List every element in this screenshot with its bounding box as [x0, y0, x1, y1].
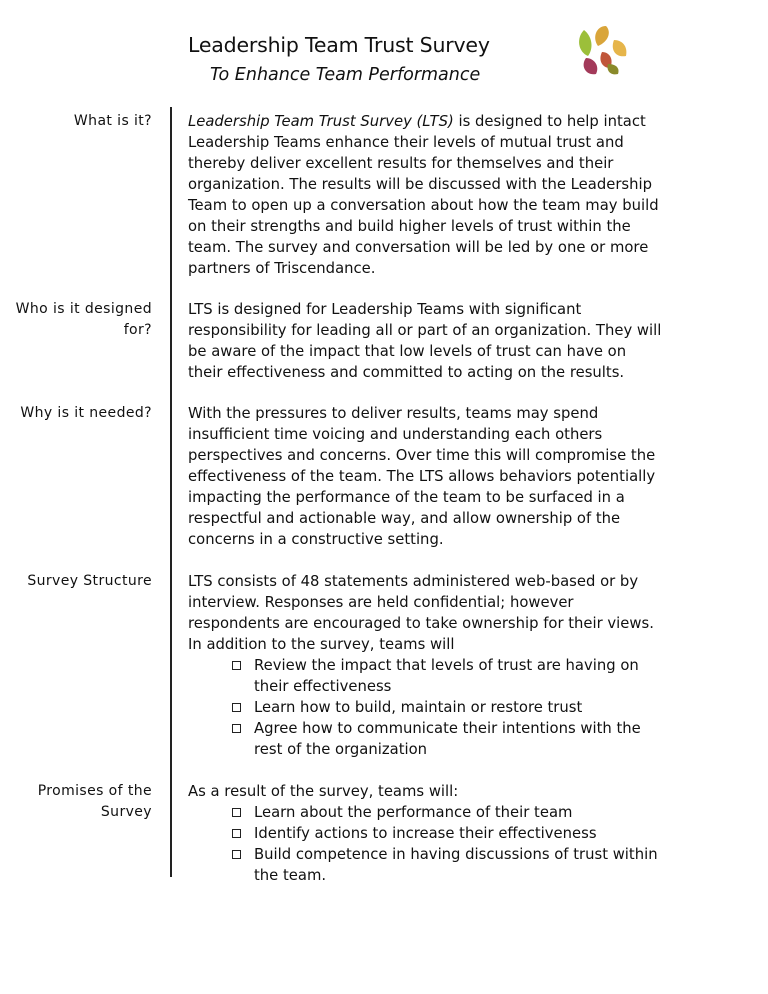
section-text: LTS is designed for Leadership Teams with significant responsibility for leading all or part of an organization. They will be aware of the impact that low levels of trust can have on their effectiveness and committed to acting on the results.	[188, 301, 662, 381]
checkbox-list	[188, 802, 663, 886]
section-label-survey-structure: Survey Structure	[27, 573, 152, 589]
list-item: Build competence in having discussions of trust within the team.	[188, 844, 663, 886]
autumn-leaves-logo-icon	[570, 22, 630, 78]
lts-name: Leadership Team Trust Survey (LTS)	[188, 113, 454, 130]
section-body-survey-structure	[188, 571, 663, 760]
section-label-why-needed: Why is it needed?	[20, 405, 152, 421]
checkbox-icon	[232, 724, 241, 733]
checkbox-icon	[232, 808, 241, 817]
section-body-who-is-it-for	[188, 299, 663, 383]
page-title: Leadership Team Trust Survey	[188, 33, 490, 57]
section-label-promises: Promises of the Survey	[37, 783, 152, 820]
section-text: LTS consists of 48 statements administered web-based or by interview. Responses are held confidential; however respondents are encouraged to take ownership for their views. In addition to the survey, teams will	[188, 573, 654, 653]
section-text: is designed to help intact Leadership Teams enhance their levels of mutual trust and thereby deliver excellent results for themselves and their organization. The results will be discussed with the Leadership Team to open up a conversation about how the team may build on their strengths and build higher levels of trust within the team. The survey and conversation will be led by one or more partners of Triscendance.	[188, 113, 659, 277]
section-text: As a result of the survey, teams will:	[188, 783, 459, 800]
checkbox-list	[188, 655, 663, 760]
checkbox-icon	[232, 850, 241, 859]
list-item: Agree how to communicate their intentions with the rest of the organization	[188, 718, 663, 760]
section-body-what-is-it	[188, 111, 663, 279]
list-item: Learn how to build, maintain or restore trust	[188, 697, 663, 718]
section-body-why-needed	[188, 403, 663, 550]
list-item: Review the impact that levels of trust are having on their effectiveness	[188, 655, 663, 697]
list-item: Identify actions to increase their effectiveness	[188, 823, 663, 844]
page-subtitle: To Enhance Team Performance	[210, 65, 481, 85]
checkbox-icon	[232, 703, 241, 712]
section-label-what-is-it: What is it?	[73, 113, 152, 129]
checkbox-icon	[232, 661, 241, 670]
column-divider	[170, 107, 172, 877]
section-body-promises	[188, 781, 663, 886]
list-item: Learn about the performance of their team	[188, 802, 663, 823]
section-label-who-is-it-for: Who is it designed for?	[15, 301, 152, 338]
checkbox-icon	[232, 829, 241, 838]
section-text: With the pressures to deliver results, teams may spend insufficient time voicing and understanding each others perspectives and concerns. Over time this will compromise the effectiveness of the team. The LTS allows behaviors potentially impacting the performance of the team to be surfaced in a respectful and actionable way, and allow ownership of the concerns in a constructive setting.	[188, 405, 656, 548]
